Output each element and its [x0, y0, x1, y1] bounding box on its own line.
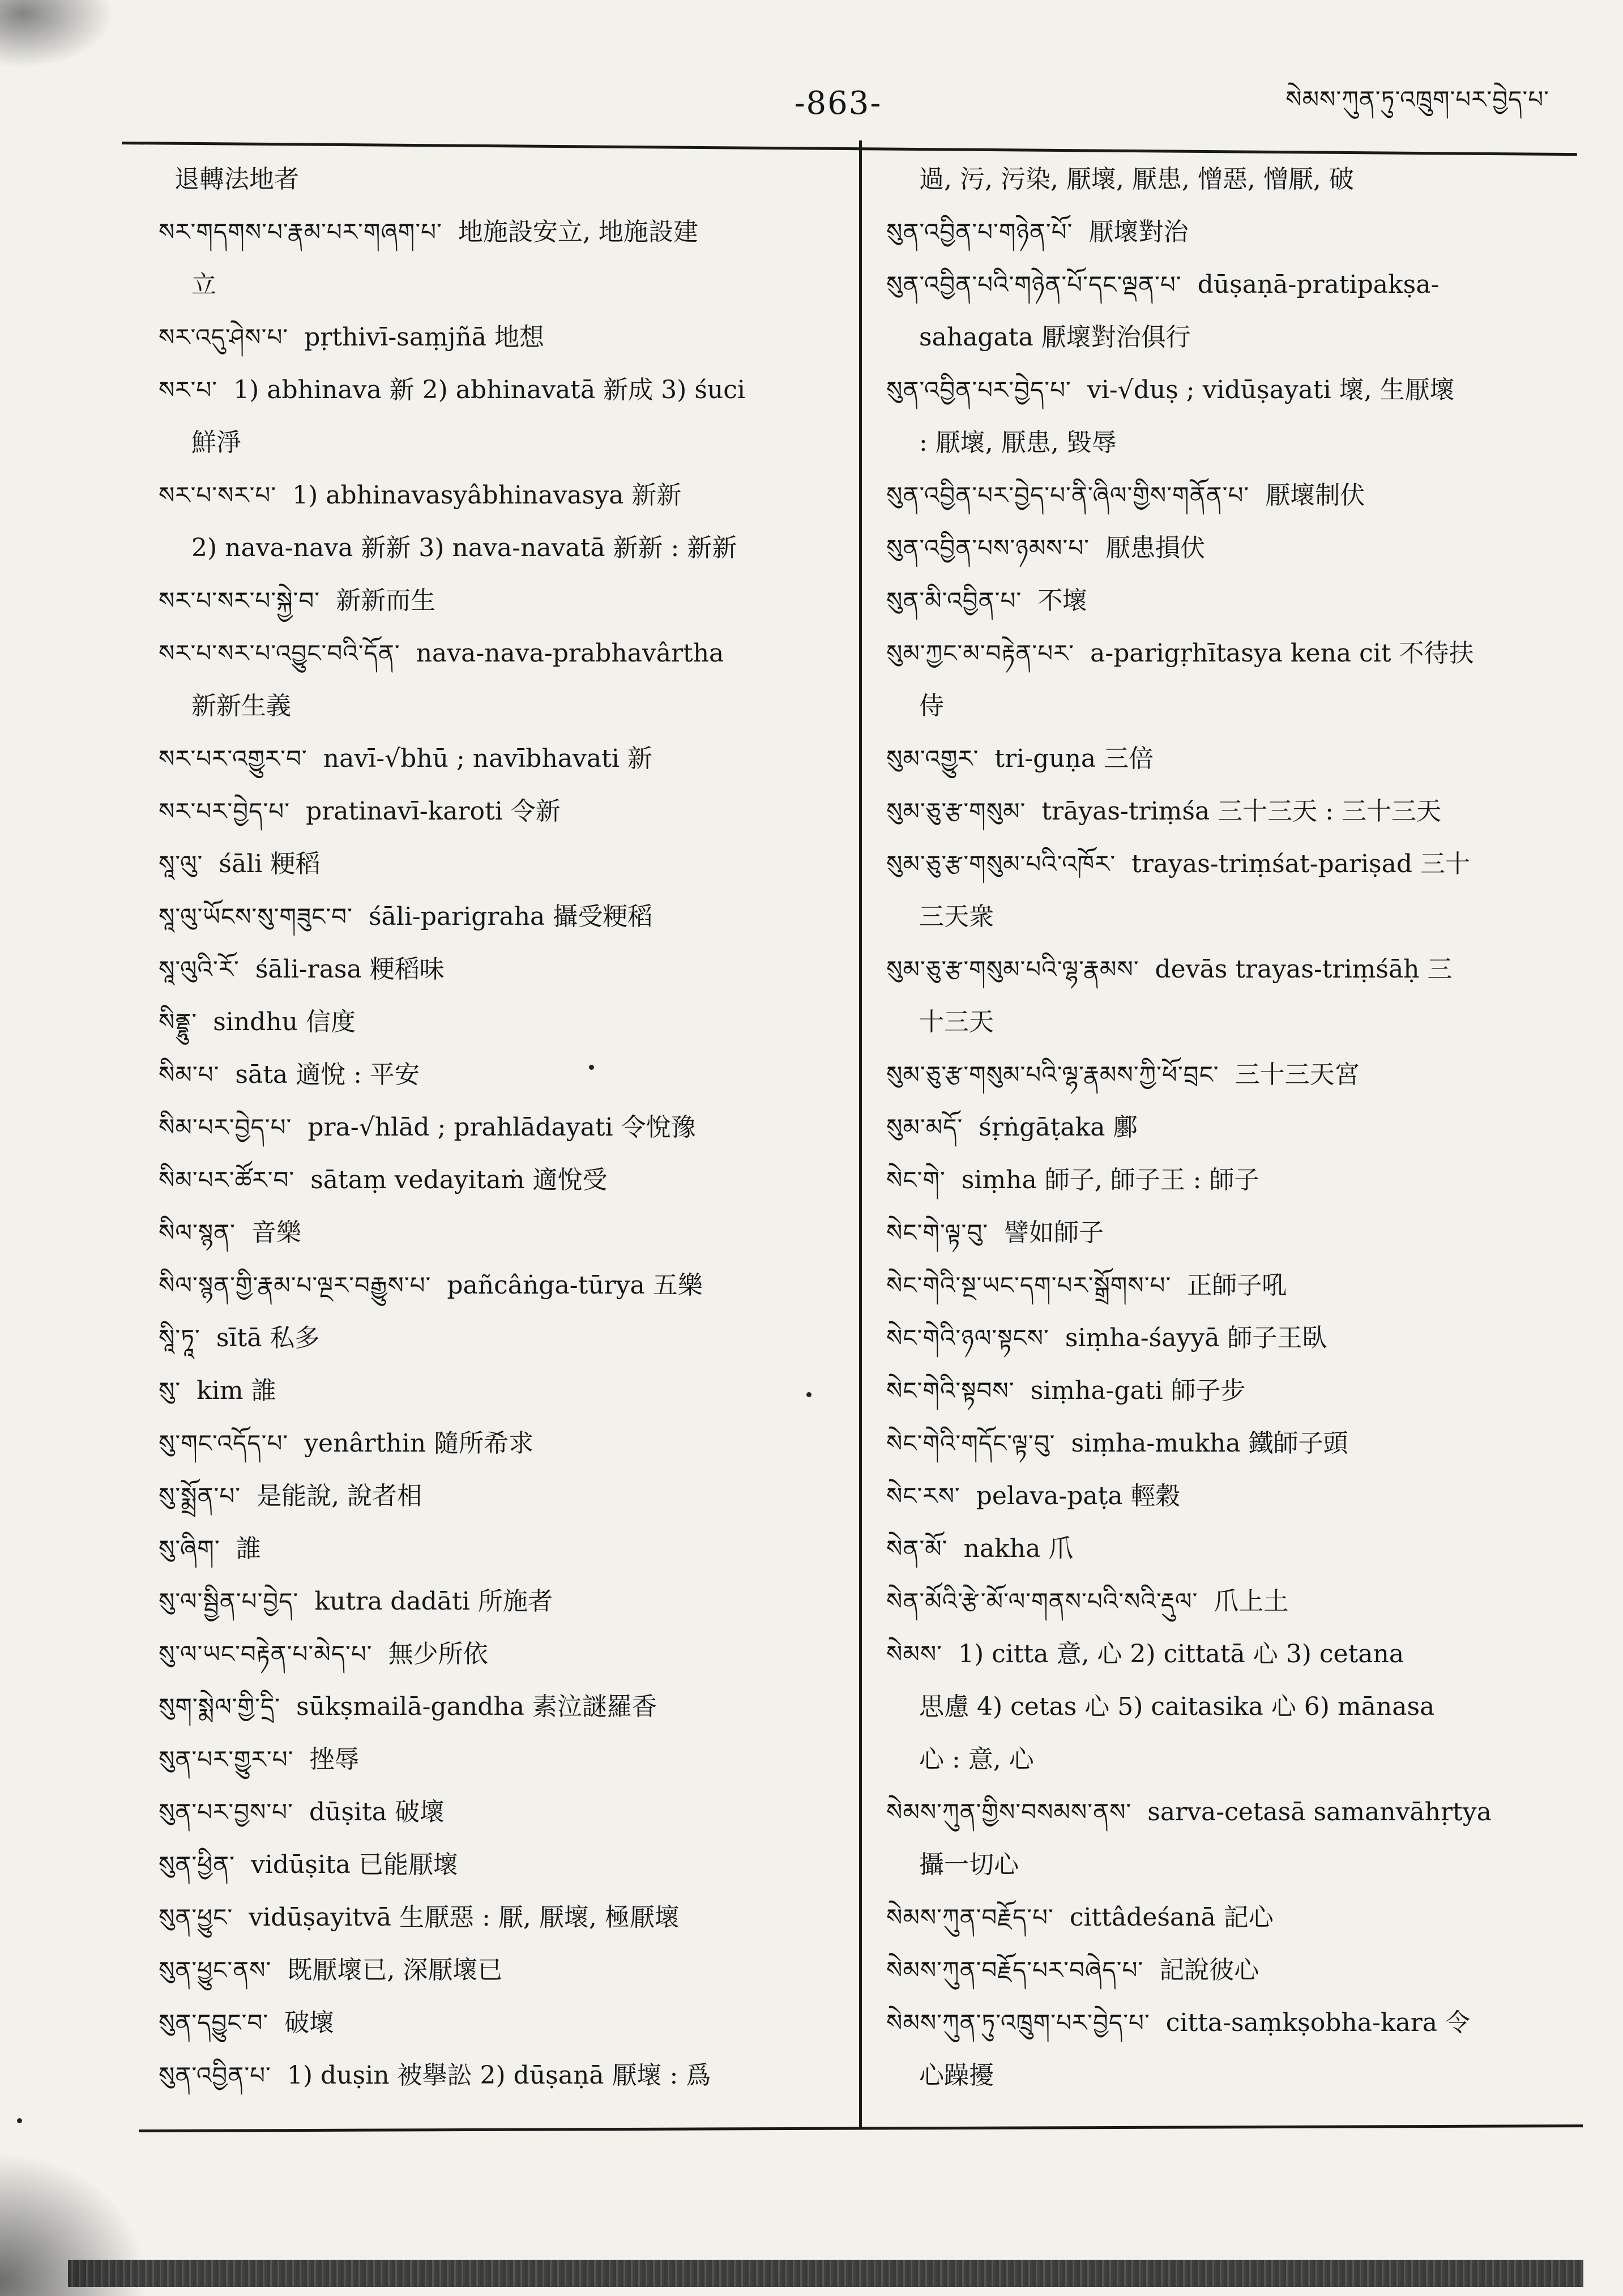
dictionary-line — [886, 1891, 1543, 1944]
entry-gloss: 心躁擾 — [919, 2061, 994, 2090]
entry-gloss: vidūṣita 已能厭壞 — [250, 1850, 458, 1879]
entry-gloss: vi-√duṣ ; vidūṣayati 壞, 生厭壞 — [1087, 375, 1455, 404]
tibetan-headword: སུན་ཕྱུང་ནས་ — [159, 1956, 272, 1984]
entry-gloss: 新新而生 — [336, 586, 436, 615]
dictionary-line — [159, 1838, 838, 1891]
dictionary-line — [886, 732, 1543, 785]
dictionary-line — [886, 1470, 1543, 1522]
dictionary-line — [886, 1733, 1543, 1786]
tibetan-headword: སུན་འབྱིན་པའི་གཉེན་པོ་དང་ལྡན་པ་ — [886, 271, 1182, 298]
entry-gloss: dūṣaṇā-pratipakṣa- — [1197, 270, 1440, 299]
tibetan-headword: སིལ་སྙན་གྱི་རྣམ་པ་ལྔར་བརྒྱུས་པ་ — [159, 1271, 432, 1299]
entry-gloss: sāta 適悅 : 平安 — [235, 1060, 420, 1089]
dictionary-line — [159, 2049, 838, 2102]
tibetan-headword: སིམ་པར་བྱེད་པ་ — [159, 1113, 292, 1141]
dictionary-line — [159, 943, 838, 996]
dictionary-line — [159, 1996, 838, 2049]
dictionary-line — [886, 1680, 1543, 1733]
dictionary-line — [886, 996, 1543, 1048]
dictionary-line — [886, 1154, 1543, 1206]
dictionary-line — [159, 311, 838, 364]
left-column — [159, 153, 838, 2102]
dictionary-line — [159, 1786, 838, 1838]
dictionary-line — [886, 2049, 1543, 2102]
dictionary-line — [886, 1259, 1543, 1312]
dictionary-line — [159, 785, 838, 838]
entry-gloss: sahagata 厭壞對治俱行 — [919, 323, 1191, 352]
entry-gloss: 譬如師子 — [1004, 1218, 1104, 1247]
entry-gloss: 立 — [191, 270, 216, 299]
dictionary-line — [159, 1628, 838, 1680]
entry-gloss: kutra dadāti 所施者 — [314, 1587, 553, 1616]
entry-gloss: tri-guṇa 三倍 — [994, 744, 1154, 773]
entry-gloss: 破壞 — [284, 2008, 335, 2037]
tibetan-headword: སུན་འབྱིན་པར་བྱེད་པ་ནི་ཞིལ་གྱིས་གནོན་པ་ — [886, 481, 1250, 509]
entry-gloss: a-parigṛhītasya kena cit 不待扶 — [1090, 639, 1474, 668]
entry-gloss: 過, 污, 污染, 厭壞, 厭患, 憎惡, 憎厭, 破 — [919, 165, 1354, 194]
dictionary-line — [159, 522, 838, 574]
dictionary-line — [886, 1628, 1543, 1680]
entry-gloss: śṛṅgāṭaka 鄽 — [979, 1113, 1138, 1142]
entry-gloss: 攝一切心 — [919, 1850, 1019, 1879]
tibetan-headword: སུམ་ཅུ་རྩ་གསུམ་ — [886, 797, 1026, 825]
tibetan-headword: སུན་པར་གྱུར་པ་ — [159, 1746, 294, 1773]
entry-gloss: śāli-parigraha 攝受粳稻 — [368, 902, 653, 931]
entry-gloss: pratinavī-karoti 令新 — [306, 797, 561, 826]
entry-gloss: 爪上土 — [1214, 1587, 1289, 1616]
entry-gloss: pañcâṅga-tūrya 五樂 — [447, 1271, 703, 1300]
dictionary-line — [886, 574, 1543, 627]
dictionary-line — [886, 1944, 1543, 1996]
entry-gloss: śāli-rasa 粳稻味 — [255, 955, 445, 984]
entry-gloss: pelava-paṭa 輕穀 — [976, 1482, 1181, 1510]
entry-gloss: siṃha-gati 師子步 — [1030, 1376, 1246, 1405]
dictionary-line — [159, 1733, 838, 1786]
entry-gloss: sindhu 信度 — [213, 1008, 356, 1036]
entry-gloss: nava-nava-prabhavârtha — [416, 639, 724, 668]
tibetan-headword: སིམ་པར་ཚོར་བ་ — [159, 1166, 295, 1194]
entry-gloss: 1) abhinavasyâbhinavasya 新新 — [292, 481, 682, 510]
entry-gloss: 既厭壞已, 深厭壞已 — [287, 1956, 503, 1985]
dictionary-line — [159, 206, 838, 258]
dictionary-line — [886, 627, 1543, 680]
scan-speck — [17, 2118, 22, 2123]
entry-gloss: 厭壞制伏 — [1265, 481, 1365, 510]
tibetan-headword: སུ་གང་འདོད་པ་ — [159, 1429, 289, 1457]
tibetan-headword: སེམས་ཀུན་ཏུ་འཁྲུག་པར་བྱེད་པ་ — [886, 2009, 1150, 2037]
entry-gloss: 挫辱 — [309, 1745, 360, 1774]
tibetan-headword: སུ་ཞིག་ — [159, 1535, 220, 1563]
dictionary-line — [159, 258, 838, 311]
tibetan-headword: སུམ་ཅུ་རྩ་གསུམ་པའི་ལྷ་རྣམས་ཀྱི་ཕོ་བྲང་ — [886, 1061, 1219, 1089]
tibetan-headword: སུན་འབྱིན་པས་ཉམས་པ་ — [886, 534, 1090, 562]
dictionary-line — [886, 785, 1543, 838]
dictionary-line — [886, 680, 1543, 732]
tibetan-headword: སེན་མོའི་རྩེ་མོ་ལ་གནས་པའི་སའི་རྡུལ་ — [886, 1587, 1198, 1615]
tibetan-headword: སིལ་སྙན་ — [159, 1219, 236, 1247]
dictionary-line — [159, 838, 838, 890]
tibetan-headword: སར་པར་བྱེད་པ་ — [159, 797, 291, 825]
entry-gloss: 厭壞對治 — [1088, 217, 1189, 246]
dictionary-line — [886, 1101, 1543, 1154]
tibetan-headword: སུན་འབྱིན་པ་གཉེན་པོ་ — [886, 218, 1073, 246]
dictionary-line — [886, 943, 1543, 996]
dictionary-line — [159, 1417, 838, 1470]
tibetan-headword: སུན་དབྱུང་བ་ — [159, 2009, 269, 2037]
dictionary-line — [886, 890, 1543, 943]
entry-gloss: : 厭壞, 厭患, 毀辱 — [919, 428, 1117, 457]
entry-gloss: 思慮 4) cetas 心 5) caitasika 心 6) mānasa — [919, 1692, 1435, 1721]
dictionary-line — [159, 1891, 838, 1944]
tibetan-headword: སིམ་པ་ — [159, 1061, 220, 1089]
dictionary-line — [886, 1838, 1543, 1891]
tibetan-headword: སེམས་ཀུན་བརྗོད་པ་ — [886, 1904, 1054, 1931]
entry-gloss: dūṣita 破壞 — [309, 1798, 445, 1826]
dictionary-line — [159, 996, 838, 1048]
dictionary-line — [886, 469, 1543, 522]
entry-gloss: śāli 粳稻 — [219, 850, 321, 878]
tibetan-headword: སུ་ལ་སྦྱིན་པ་བྱེད་ — [159, 1587, 299, 1615]
entry-gloss: 1) duṣin 被擧訟 2) dūṣaṇā 厭壞 : 爲 — [287, 2061, 711, 2090]
entry-gloss: 三十三天宮 — [1235, 1060, 1360, 1089]
entry-gloss: 心 : 意, 心 — [919, 1745, 1034, 1774]
dictionary-line — [159, 1206, 838, 1259]
dictionary-line — [159, 1944, 838, 1996]
dictionary-line — [886, 1996, 1543, 2049]
tibetan-headword: སུན་འབྱིན་པར་བྱེད་པ་ — [886, 376, 1071, 404]
tibetan-headword: སུག་སྨེལ་གྱི་དྲི་ — [159, 1693, 281, 1721]
entry-gloss: yenârthin 隨所希求 — [304, 1429, 534, 1458]
tibetan-headword: སར་པར་འགྱུར་བ་ — [159, 745, 307, 773]
tibetan-headword: སར་པ་སར་པ་ — [159, 481, 277, 509]
entry-gloss: 1) citta 意, 心 2) cittatā 心 3) cetana — [958, 1640, 1404, 1668]
dictionary-line — [886, 1522, 1543, 1575]
dictionary-line — [159, 153, 838, 206]
entry-gloss: 是能說, 說者相 — [257, 1482, 422, 1510]
entry-gloss: siṃha 師子, 師子王 : 師子 — [961, 1166, 1259, 1194]
tibetan-headword: སཱི་ཏཱ་ — [159, 1324, 200, 1352]
dictionary-line — [886, 206, 1543, 258]
dictionary-line — [159, 1101, 838, 1154]
entry-gloss: pṛthivī-saṃjñā 地想 — [304, 323, 545, 352]
dictionary-line — [159, 1312, 838, 1364]
tibetan-headword: སཱ་ལུའི་རོ་ — [159, 955, 240, 983]
dictionary-line — [159, 416, 838, 469]
dictionary-line — [886, 1417, 1543, 1470]
scan-speck — [806, 1392, 812, 1397]
page-number: -863- — [794, 85, 882, 122]
entry-gloss: 退轉法地者 — [174, 165, 299, 194]
entry-gloss: 新新生義 — [191, 692, 291, 720]
tibetan-headword: སིནྡྷུ་ — [159, 1008, 198, 1036]
dictionary-line — [159, 1575, 838, 1628]
tibetan-headword: སེང་གེའི་སྟབས་ — [886, 1377, 1015, 1405]
running-head: སེམས་ཀུན་ཏུ་འཁྲུག་པར་བྱེད་པ་ — [1285, 86, 1549, 113]
entry-gloss: sūkṣmailā-gandha 素泣謎羅香 — [296, 1692, 657, 1721]
dictionary-line — [886, 1575, 1543, 1628]
entry-gloss: navī-√bhū ; navībhavati 新 — [323, 744, 652, 773]
dictionary-line — [159, 627, 838, 680]
entry-gloss: vidūṣayitvā 生厭惡 : 厭, 厭壞, 極厭壞 — [249, 1903, 680, 1932]
dictionary-line — [159, 1470, 838, 1522]
tibetan-headword: སུམ་ཅུ་རྩ་གསུམ་པའི་ལྷ་རྣམས་ — [886, 955, 1139, 983]
tibetan-headword: སཱ་ལུ་ཡོངས་སུ་གཟུང་བ་ — [159, 903, 353, 931]
tibetan-headword: སར་འདུ་ཤེས་པ་ — [159, 323, 289, 351]
dictionary-line — [886, 1786, 1543, 1838]
tibetan-headword: སུན་ཕྱིན་ — [159, 1851, 235, 1879]
column-divider — [859, 140, 862, 2129]
dictionary-line — [886, 1048, 1543, 1101]
dictionary-line — [159, 574, 838, 627]
tibetan-headword: སུ་སྨྲོན་པ་ — [159, 1482, 241, 1510]
entry-gloss: 1) abhinava 新 2) abhinavatā 新成 3) śuci — [233, 375, 745, 404]
dictionary-line — [159, 1364, 838, 1417]
dictionary-line — [159, 890, 838, 943]
entry-gloss: 侍 — [919, 692, 944, 720]
tibetan-headword: སེང་གེའི་སྔ་ཡང་དག་པར་སྒྲོགས་པ་ — [886, 1271, 1172, 1299]
entry-gloss: 記說彼心 — [1159, 1956, 1259, 1985]
tibetan-headword: སཱ་ལུ་ — [159, 850, 203, 878]
tibetan-headword: སར་པ་ — [159, 376, 218, 404]
tibetan-headword: སུ་ — [159, 1377, 181, 1405]
entry-gloss: 音樂 — [251, 1218, 301, 1247]
tibetan-headword: སུམ་མདོ་ — [886, 1113, 963, 1141]
tibetan-headword: སར་པ་སར་པ་སྐྱེ་བ་ — [159, 587, 321, 614]
dictionary-line — [159, 1680, 838, 1733]
entry-gloss: 鮮淨 — [191, 428, 241, 457]
entry-gloss: 十三天 — [919, 1008, 994, 1036]
tibetan-headword: སུན་པར་བྱས་པ་ — [159, 1798, 293, 1826]
tibetan-headword: སུན་འབྱིན་པ་ — [159, 2062, 271, 2089]
tibetan-headword: སུམ་ཅུ་རྩ་གསུམ་པའི་འཁོར་ — [886, 850, 1116, 878]
dictionary-line — [159, 1154, 838, 1206]
dictionary-line — [159, 1522, 838, 1575]
dictionary-line — [886, 258, 1543, 311]
dictionary-line — [886, 838, 1543, 890]
entry-gloss: siṃha-śayyā 師子王臥 — [1065, 1324, 1327, 1352]
entry-gloss: sātaṃ vedayitaṁ 適悅受 — [310, 1166, 608, 1194]
entry-gloss: 誰 — [236, 1534, 261, 1563]
tibetan-headword: སེང་གེའི་ཉལ་སྟངས་ — [886, 1324, 1049, 1352]
dictionary-line — [159, 469, 838, 522]
tibetan-headword: སུམ་ཀྱང་མ་བརྟེན་པར་ — [886, 639, 1075, 667]
tibetan-headword: སེང་རས་ — [886, 1482, 960, 1510]
tibetan-headword: སེང་གེའི་གདོང་ལྟ་བུ་ — [886, 1429, 1056, 1457]
tibetan-headword: སུ་ལ་ཡང་བརྟེན་པ་མེད་པ་ — [159, 1640, 373, 1668]
entry-gloss: 厭患損伏 — [1105, 534, 1206, 562]
dictionary-line — [886, 364, 1543, 416]
dictionary-line — [886, 153, 1543, 206]
tibetan-headword: སུམ་འགྱུར་ — [886, 745, 979, 773]
entry-gloss: trāyas-triṃśa 三十三天 : 三十三天 — [1041, 797, 1441, 826]
dictionary-line — [159, 364, 838, 416]
tibetan-headword: སུན་མི་འབྱིན་པ་ — [886, 587, 1022, 614]
dictionary-line — [159, 732, 838, 785]
entry-gloss: 無少所依 — [388, 1640, 488, 1668]
entry-gloss: 正師子吼 — [1187, 1271, 1287, 1300]
tibetan-headword: སེན་མོ་ — [886, 1535, 948, 1563]
entry-gloss: sarva-cetasā samanvāhṛtya — [1147, 1798, 1492, 1826]
tibetan-headword: སེམས་ཀུན་བརྗོད་པར་བཞེད་པ་ — [886, 1956, 1144, 1984]
dictionary-line — [886, 1364, 1543, 1417]
dictionary-line — [886, 1312, 1543, 1364]
scan-bottom-band — [68, 2260, 1583, 2287]
entry-gloss: 地施設安立, 地施設建 — [458, 217, 698, 246]
dictionary-line — [886, 311, 1543, 364]
tibetan-headword: སེང་གེ་ལྟ་བུ་ — [886, 1219, 989, 1247]
scan-speck — [589, 1065, 594, 1070]
dictionary-line — [886, 1206, 1543, 1259]
tibetan-headword: སར་གདགས་པ་རྣམ་པར་གཞག་པ་ — [159, 218, 442, 246]
scan-shadow-top-left — [0, 0, 113, 68]
tibetan-headword: སེམས་ — [886, 1640, 943, 1668]
entry-gloss: kim 誰 — [197, 1376, 276, 1405]
dictionary-line — [886, 522, 1543, 574]
entry-gloss: sītā 私多 — [216, 1324, 320, 1352]
dictionary-line — [886, 416, 1543, 469]
entry-gloss: 2) nava-nava 新新 3) nava-navatā 新新 : 新新 — [191, 534, 737, 562]
entry-gloss: citta-saṃkṣobha-kara 令 — [1165, 2008, 1470, 2037]
entry-gloss: cittâdeśanā 記心 — [1069, 1903, 1274, 1932]
entry-gloss: nakha 爪 — [963, 1534, 1074, 1563]
entry-gloss: pra-√hlād ; prahlādayati 令悅豫 — [307, 1113, 696, 1142]
tibetan-headword: སུན་ཕྱུང་ — [159, 1904, 233, 1931]
entry-gloss: 三天衆 — [919, 902, 994, 931]
entry-gloss: trayas-triṃśat-pariṣad 三十 — [1131, 850, 1470, 878]
dictionary-line — [159, 1048, 838, 1101]
entry-gloss: devās trayas-triṃśāḥ 三 — [1155, 955, 1453, 984]
tibetan-headword: སར་པ་སར་པ་འབྱུང་བའི་དོན་ — [159, 639, 400, 667]
dictionary-line — [159, 1259, 838, 1312]
tibetan-headword: སེམས་ཀུན་གྱིས་བསམས་ནས་ — [886, 1798, 1132, 1826]
entry-gloss: 不壞 — [1037, 586, 1088, 615]
tibetan-headword: སེང་གེ་ — [886, 1166, 946, 1194]
dictionary-line — [159, 680, 838, 732]
entry-gloss: siṃha-mukha 鐵師子頭 — [1071, 1429, 1348, 1458]
right-column — [886, 153, 1543, 2102]
